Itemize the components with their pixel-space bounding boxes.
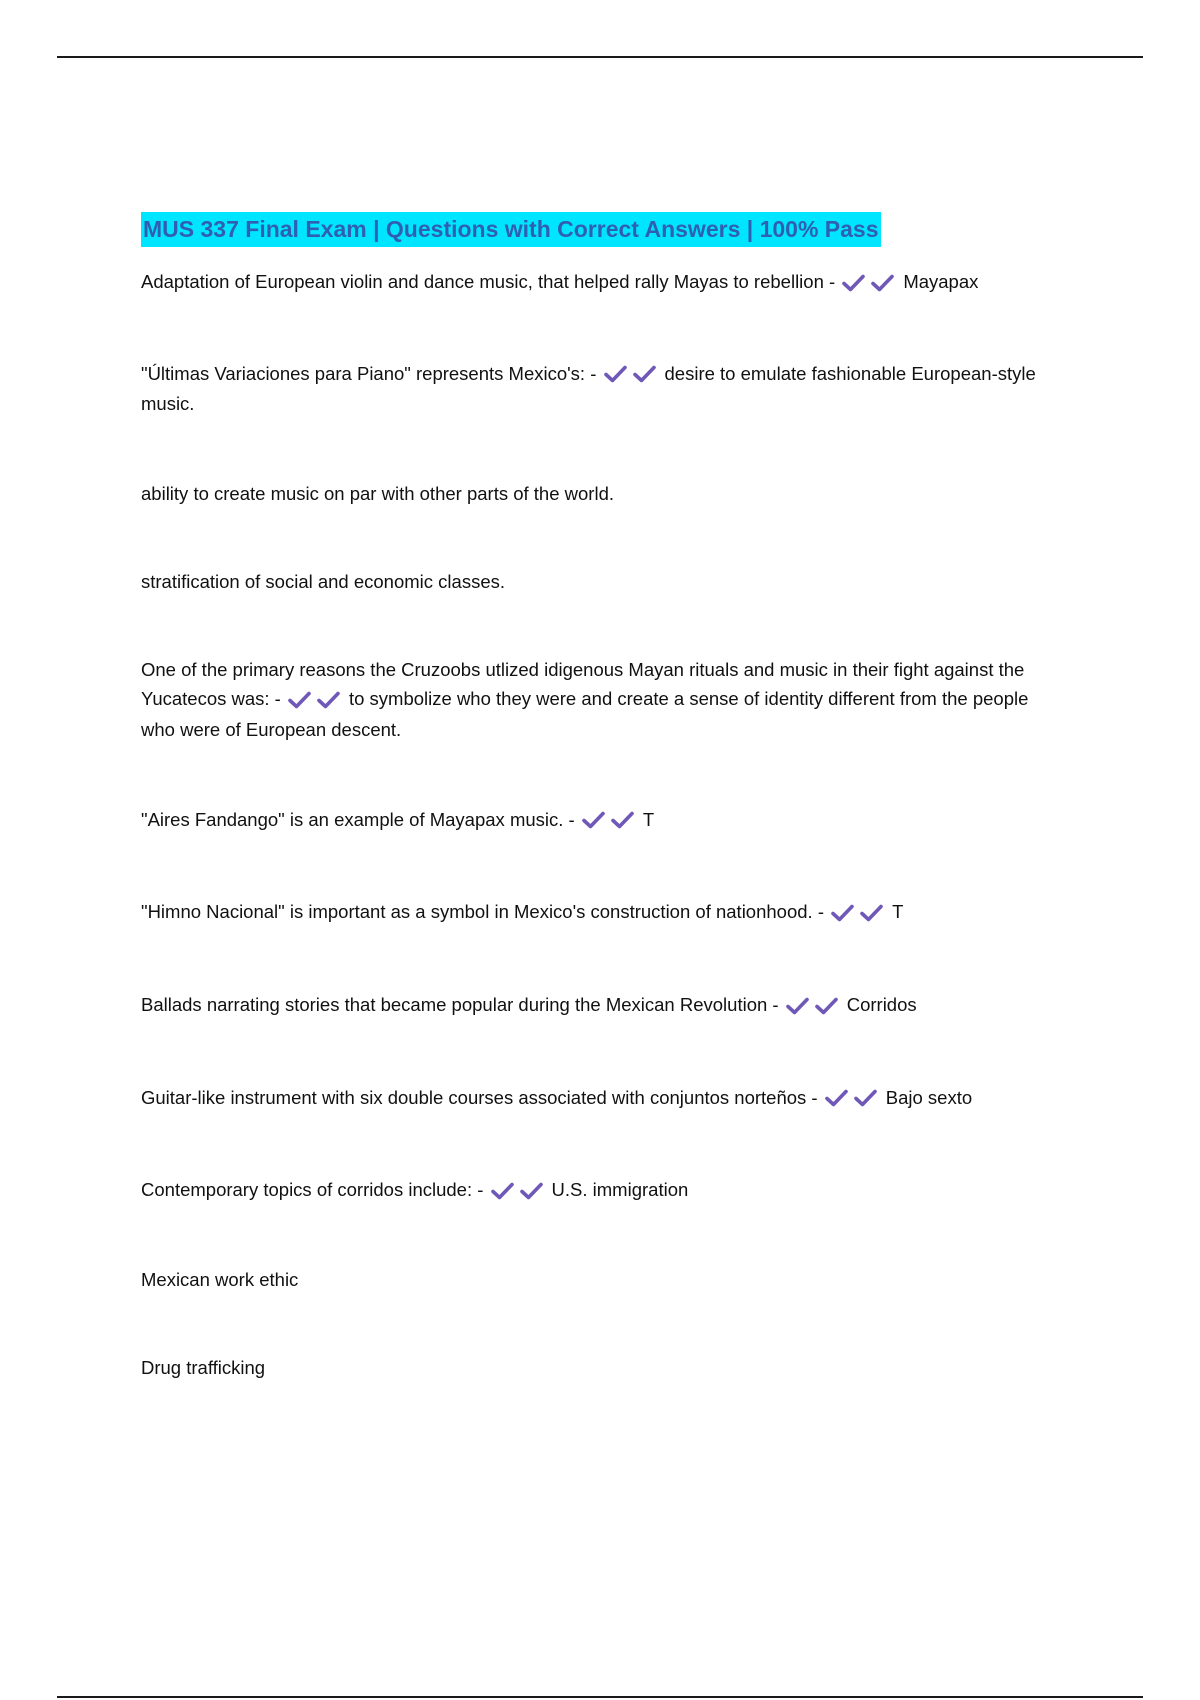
answer-text: T [642,808,655,830]
check-icon [871,274,894,292]
answer-checkmarks [604,360,662,389]
question-text: Ballads narrating stories that became popular during the Mexican Revolution - [141,994,779,1016]
answer-text: U.S. immigration [551,1179,689,1201]
top-rule [57,56,1143,58]
bottom-rule [57,1696,1143,1698]
question-text: Adaptation of European violin and dance music, that helped rally Mayas to rebellion - [141,271,836,292]
answer-checkmarks [831,899,889,928]
answer-text: to symbolize who they were and create a sense of identity different from the people who were of European descent. [141,688,1029,740]
answer-checkmarks [582,806,640,835]
answer-checkmarks [786,992,844,1021]
answer-continuation: stratification of social and economic classes. [141,571,506,593]
document-title: MUS 337 Final Exam | Questions with Correct Answers | 100% Pass [141,212,881,247]
check-icon [633,365,656,383]
question-text: "Últimas Variaciones para Piano" represents Mexico's: - [141,362,597,384]
answer-text: Mayapax [903,271,979,292]
check-icon [815,997,838,1015]
answer-checkmarks [288,686,346,715]
check-icon [491,1182,514,1200]
answer-checkmarks [491,1177,549,1206]
answer-text: Corridos [846,994,917,1016]
check-icon [288,691,311,709]
question-text: Contemporary topics of corridos include: - [141,1179,484,1201]
qa-entry-2 [141,359,1066,419]
qa-entry-6 [141,990,1066,1021]
qa-entry-3 [141,655,1066,744]
question-text: "Himno Nacional" is important as a symbol in Mexico's construction of nationhood. - [141,901,824,923]
check-icon [831,904,854,922]
question-text: One of the primary reasons the Cruzoobs utlized idigenous Mayan rituals and music in their fight against the Yucatecos was: - [141,659,1025,710]
answer-checkmarks [842,269,900,298]
qa-entry-4 [141,805,1066,836]
question-text: Guitar-like instrument with six double courses associated with conjuntos norteños - [141,1086,818,1108]
check-icon [842,274,865,292]
answer-text: Bajo sexto [885,1086,973,1108]
check-icon [825,1089,848,1107]
check-icon [854,1089,877,1107]
answer-continuation: ability to create music on par with other parts of the world. [141,483,614,505]
check-icon [582,811,605,829]
check-icon [611,811,634,829]
answer-continuation: Drug trafficking [141,1356,266,1378]
question-text: "Aires Fandango" is an example of Mayapax music. - [141,808,575,830]
check-icon [604,365,627,383]
document-body [141,212,1066,1382]
check-icon [860,904,883,922]
check-icon [317,691,340,709]
qa-entry-1 [141,267,1066,298]
qa-entry-8 [141,1175,1066,1206]
qa-entry-7 [141,1083,1066,1114]
answer-text: desire to emulate fashionable European-style music. [141,362,1036,415]
answer-checkmarks [825,1084,883,1113]
check-icon [520,1182,543,1200]
answer-text: T [892,901,904,923]
qa-entry-5 [141,897,1066,928]
check-icon [786,997,809,1015]
answer-continuation: Mexican work ethic [141,1268,299,1290]
